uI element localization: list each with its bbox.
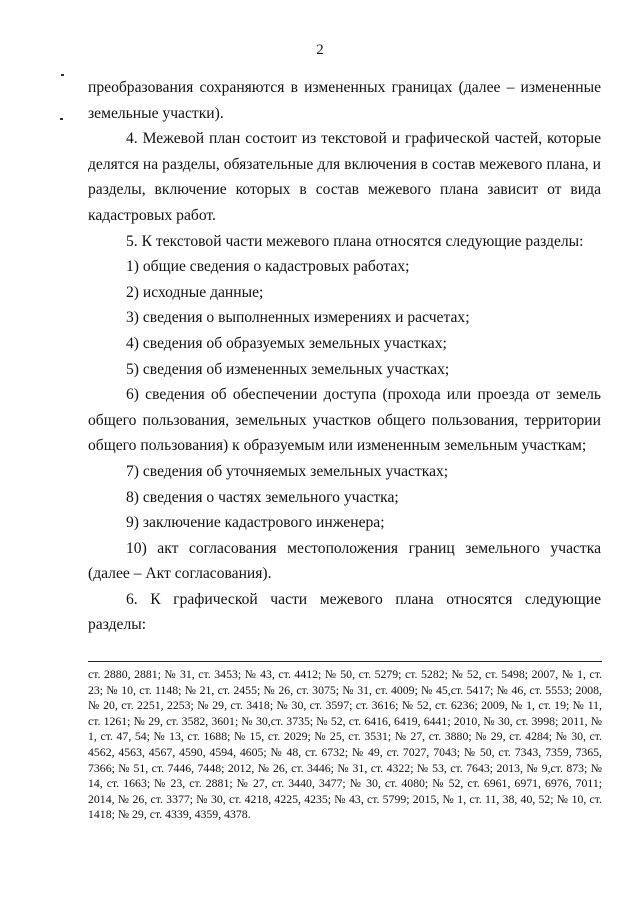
list-item-8: 8) сведения о частях земельного участка;: [126, 488, 399, 506]
document-body: [88, 75, 601, 638]
list-item-10: 10) акт согласования местоположения границ земельного участка (далее – Акт согласования).: [88, 539, 601, 583]
list-item-1: 1) общие сведения о кадастровых работах;: [126, 258, 410, 276]
paragraph-continuation: преобразования сохраняются в измененных границах (далее – измененные земельные участки).: [88, 79, 601, 122]
scan-speck: [60, 118, 63, 120]
scan-speck: [61, 74, 64, 76]
page-number: 2: [316, 42, 324, 58]
list-item-5: 5) сведения об измененных земельных участках;: [126, 360, 450, 378]
list-item-2: 2) исходные данные;: [126, 283, 264, 301]
paragraph-item-6: 6. К графической части межевого плана относятся следующие разделы:: [88, 590, 601, 634]
list-item-6: 6) сведения об обеспечении доступа (прохода или проезда от земель общего пользования, земельных участков общего пользования, территории общего пользования) к образуемым или измененным земельным участкам;: [88, 386, 601, 455]
list-item-9: 9) заключение кадастрового инженера;: [126, 514, 385, 532]
footnote-divider: [88, 661, 602, 662]
paragraph-item-5: 5. К текстовой части межевого плана относятся следующие разделы:: [126, 232, 584, 250]
footnote-text: ст. 2880, 2881; № 31, ст. 3453; № 43, ст. 4412; № 50, ст. 5279; ст. 5282; № 52, ст. 5498; 2007, № 1, ст. 23; № 10, ст. 1148; № 21, ст. 2455; № 26, ст. 3075; № 31, ст. 4009; № 45,ст. 5417; № 46, ст. 5553; 2008, № 20, ст. 2251, 2253; № 29, ст. 3418; № 30, ст. 3597; ст. 3616; № 52, ст. 6236; 2009, № 1, ст. 19; № 11, ст. 1261; № 29, ст. 3582, 3601; № 30,ст. 3735; № 52, ст. 6416, 6419, 6441; 2010, № 30, ст. 3998; 2011, № 1, ст. 47, 54; № 13, ст. 1688; № 15, ст. 2029; № 25, ст. 3531; № 27, ст. 3880; № 29, ст. 4284; № 30, ст. 4562, 4563, 4567, 4590, 4594, 4605; № 48, ст. 6732; № 49, ст. 7027, 7043; № 50, ст. 7343, 7359, 7365, 7366; № 51, ст. 7446, 7448; 2012, № 26, ст. 3446; № 31, ст. 4322; № 53, ст. 7643; 2013, № 9,ст. 873; № 14, ст. 1663; № 23, ст. 2881; № 27, ст. 3440, 3477; № 30, ст. 4080; № 52, ст. 6961, 6971, 6976, 7011; 2014, № 26, ст. 3377; № 30, ст. 4218, 4225, 4235; № 43, ст. 5799; 2015, № 1, ст. 11, 38, 40, 52; № 10, ст. 1418; № 29, ст. 4339, 4359, 4378.: [88, 667, 602, 822]
list-item-3: 3) сведения о выполненных измерениях и расчетах;: [126, 309, 470, 327]
list-item-4: 4) сведения об образуемых земельных участках;: [126, 334, 447, 352]
list-item-7: 7) сведения об уточняемых земельных участках;: [126, 462, 449, 480]
paragraph-item-4: 4. Межевой план состоит из текстовой и графической частей, которые делятся на разделы, обязательные для включения в состав межевого плана, и разделы, включение которых в состав межевого плана зависит от вида кадастровых работ.: [88, 130, 601, 224]
